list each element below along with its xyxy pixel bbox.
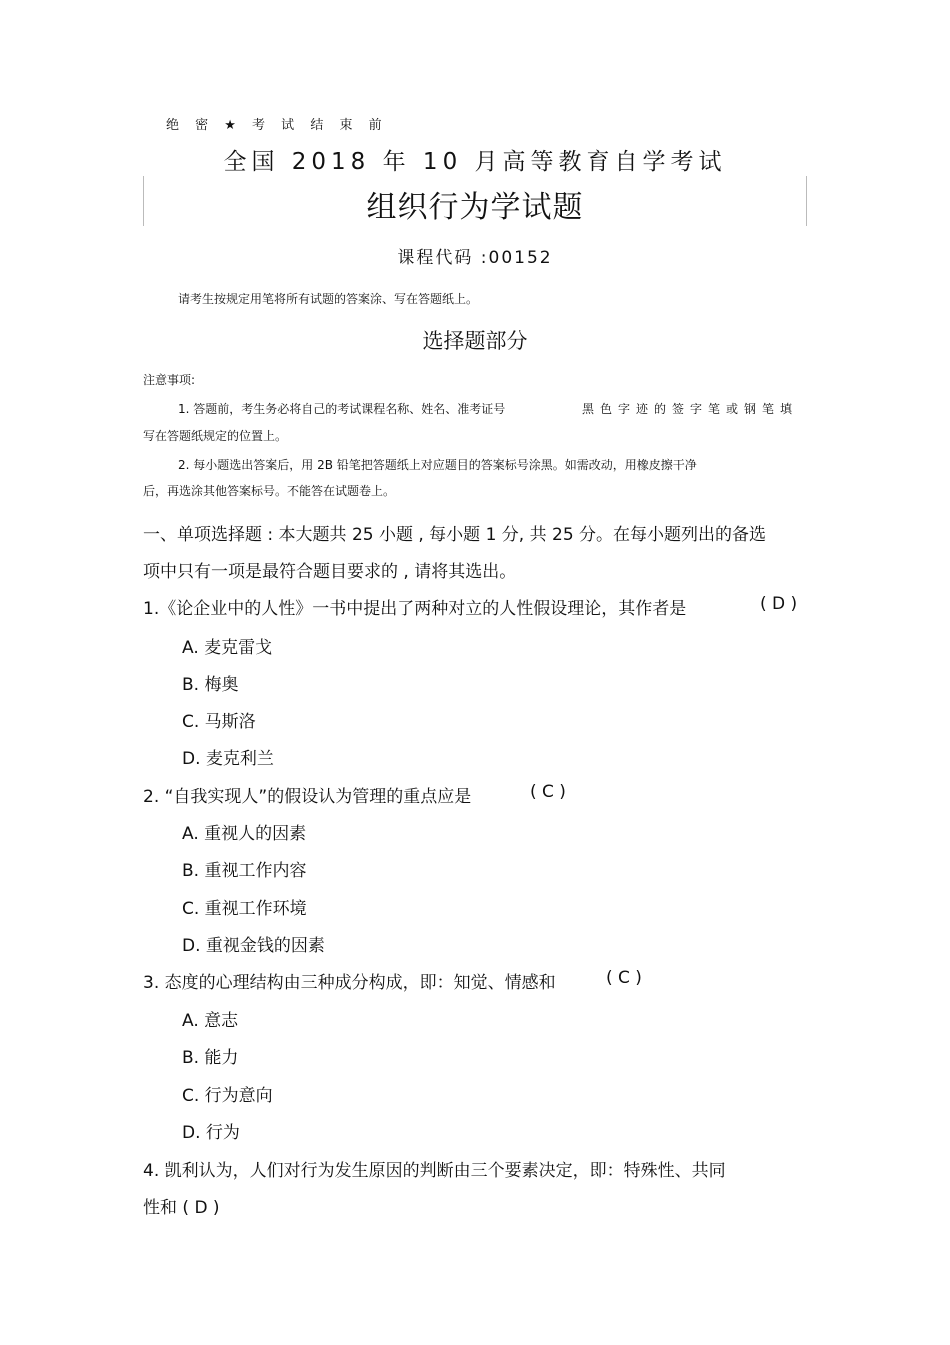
question-2-option-d: D. 重视金钱的因素 [182,936,325,956]
section-heading-line-2: 项中只有一项是最符合题目要求的 , 请将其选出。 [143,562,517,582]
question-2-text: 2. “自我实现人”的假设认为管理的重点应是 [143,787,472,807]
confidential-mark: 绝 密 ★ 考 试 结 束 前 [166,118,388,133]
note-1-line-2: 写在答题纸规定的位置上。 [143,429,288,443]
exam-title: 全国 2018 年 10 月高等教育自学考试 [223,149,727,175]
question-3-option-d: D. 行为 [182,1123,240,1143]
question-3-text: 3. 态度的心理结构由三种成分构成，即：知觉、情感和 [143,973,556,993]
question-1-option-d: D. 麦克利兰 [182,749,274,769]
section-heading-line-1: 一、单项选择题 : 本大题共 25 小题 , 每小题 1 分, 共 25 分。在每小题列出的备选 [143,525,767,545]
question-3-option-b: B. 能力 [182,1048,239,1068]
question-1-option-b: B. 梅奥 [182,675,239,695]
notes-title: 注意事项: [143,373,196,387]
question-2-answer: ( C ) [530,782,566,802]
right-divider [806,176,807,226]
question-1-option-c: C. 马斯洛 [182,712,256,732]
part-title: 选择题部分 [422,329,528,353]
general-instruction: 请考生按规定用笔将所有试题的答案涂、写在答题纸上。 [178,292,479,306]
question-1-option-a: A. 麦克雷戈 [182,638,273,658]
question-1-text: 1.《论企业中的人性》一书中提出了两种对立的人性假设理论，其作者是 [143,599,687,619]
question-2-option-c: C. 重视工作环境 [182,899,307,919]
note-2-line-1: 2. 每小题选出答案后，用 2B 铅笔把答题纸上对应题目的答案标号涂黑。如需改动，用橡皮擦干净 [178,458,697,472]
course-code: 课程代码 :00152 [397,248,553,268]
question-1-answer: ( D ) [760,594,798,614]
question-3-answer: ( C ) [606,968,642,988]
question-2-option-a: A. 重视人的因素 [182,824,307,844]
question-4-text: 4. 凯利认为，人们对行为发生原因的判断由三个要素决定，即：特殊性、共同 [143,1161,726,1181]
question-3-option-c: C. 行为意向 [182,1086,273,1106]
question-4-text-continued: 性和 ( D ) [143,1198,220,1218]
note-1-line-1: 1. 答题前，考生务必将自己的考试课程名称、姓名、准考证号 [178,402,506,416]
question-2-option-b: B. 重视工作内容 [182,861,307,881]
note-2-line-2: 后，再选涂其他答案标号。不能答在试题卷上。 [143,484,396,498]
note-1-line-1-right: 黑色字迹的签字笔或钢笔填 [582,402,799,416]
question-3-option-a: A. 意志 [182,1011,239,1031]
subject-title: 组织行为学试题 [366,190,584,225]
